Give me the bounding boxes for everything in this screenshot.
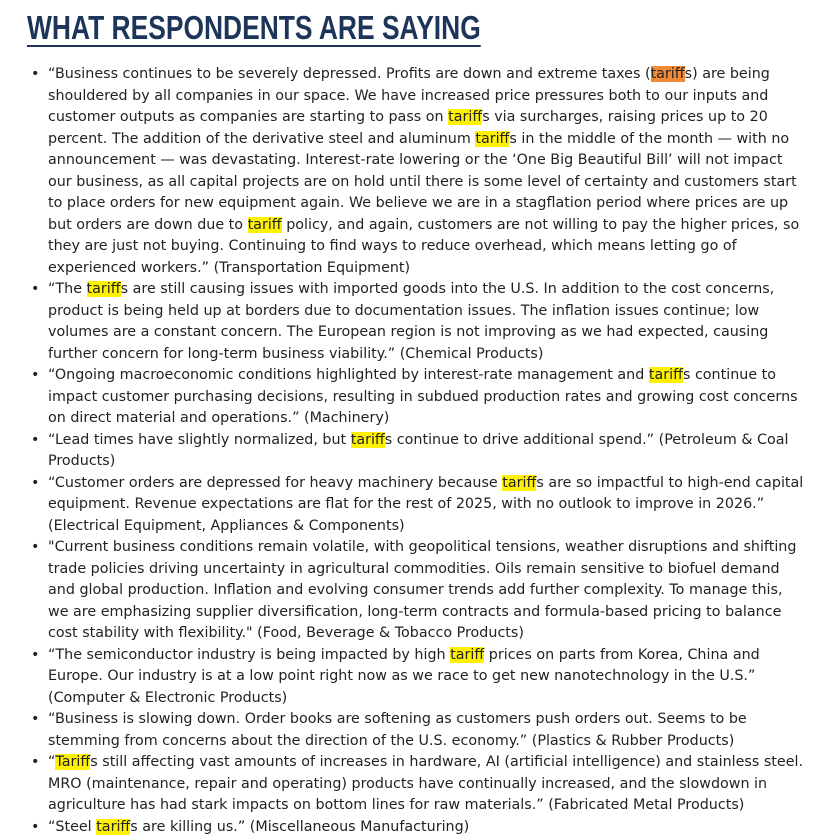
search-highlight: tariff (648, 367, 683, 383)
search-highlight: tariff (475, 130, 510, 147)
quote-text: “The (48, 281, 87, 297)
quote-text: s in the middle of the month — with no announcement — was devastating. Interest-rate lowering or the ‘One Big Beautiful Bill’ will not impact our business, as all capital projects are on hold until there is some level of certainty and customers start to place orders for new equipment again. We believe we are in a stagflation period where prices are up but orders are down due to (48, 130, 797, 233)
quote-text: s still affecting vast amounts of increases in hardware, AI (artificial intelligence) and stainless steel. MRO (maintenance, repair and operating) products have continually increased, and the slowdown in agriculture has had stark impacts on bottom lines for raw materials.” (Fabricated Metal Products) (48, 754, 804, 813)
quote-text: “Business is slowing down. Order books are softening as customers push orders out. Seems to be stemming from concerns about the direction of the U.S. economy.” (Plastics & Rubber Products) (48, 711, 747, 749)
quote-text: prices on parts from Korea, China and Europe. Our industry is at a low point right now as we race to get new nanotechnology in the U.S.” (Computer & Electronic Products) (48, 646, 760, 706)
quote-item (27, 537, 807, 645)
quote-text: s continue to impact customer purchasing decisions, resulting in subdued production rates and growing cost concerns on direct material and operations.” (Machinery) (48, 367, 798, 426)
quote-item (27, 279, 807, 365)
search-highlight: tariff (450, 646, 485, 663)
quote-text: s) are being shouldered by all companies in our space. We have increased price pressures both to our inputs and customer outputs as companies are starting to pass on (48, 66, 770, 125)
quote-text: “Customer orders are depressed for heavy machinery because (48, 474, 503, 491)
search-highlight: tariff (502, 474, 537, 491)
quote-item (27, 430, 807, 473)
quote-text: “Ongoing macroeconomic conditions highlighted by interest-rate management and (48, 367, 649, 383)
quote-text: “Lead times have slightly normalized, but (48, 431, 351, 448)
quote-text: s are killing us.” (Miscellaneous Manufacturing) (130, 818, 470, 835)
search-highlight: Tariff (55, 754, 91, 770)
quote-item (27, 709, 807, 752)
quote-text: “The semiconductor industry is being impacted by high (48, 646, 451, 663)
search-highlight: tariff (350, 431, 385, 448)
quote-text: “ (48, 754, 56, 770)
search-highlight: tariff (86, 281, 121, 297)
quote-text: policy, and again, customers are not willing to pay the higher prices, so they are just not buying. Continuing to find ways to reduce overhead, which means letting go of experienced workers.” (Transportation Equipment) (48, 216, 800, 276)
search-highlight: tariff (96, 818, 131, 835)
quote-text: "Current business conditions remain volatile, with geopolitical tensions, weather disruptions and shifting trade policies driving uncertainty in agricultural commodities. Oils remain sensitive to biofuel demand and global production. Inflation and evolving consumer trends add further complexity. To manage this, we are emphasizing supplier diversification, long-term contracts and formula-based pricing to balance cost stability with flexibility." (Food, Beverage & Tobacco Products) (48, 539, 797, 641)
quote-text: s are still causing issues with imported goods into the U.S. In addition to the cost concerns, product is being held up at borders due to documentation issues. The inflation issues continue; low volumes are a constant concern. The European region is not improving as we had expected, causing further concern for long-term business viability.” (Chemical Products) (48, 281, 775, 362)
quote-item (27, 645, 807, 710)
quote-item (27, 64, 807, 279)
respondent-quotes-list (27, 64, 807, 838)
search-highlight: tariff (247, 216, 282, 233)
quote-text: s via surcharges, raising prices up to 20 percent. The addition of the derivative steel and aluminum (48, 109, 768, 147)
section-heading: WHAT RESPONDENTS ARE SAYING (27, 9, 481, 46)
quote-item (27, 473, 807, 538)
quote-item (27, 752, 807, 817)
quote-text: s continue to drive additional spend.” (Petroleum & Coal Products) (48, 431, 789, 469)
quote-text: “Steel (48, 818, 97, 835)
search-highlight-current: tariff (650, 66, 685, 82)
quote-item (27, 365, 807, 430)
search-highlight: tariff (448, 109, 483, 125)
quote-text: s are so impactful to high-end capital equipment. Revenue expectations are flat for the rest of 2025, with no outlook to improve in 2026.” (Electrical Equipment, Appliances & Components) (48, 474, 804, 534)
quote-item (27, 817, 807, 839)
quote-text: “Business continues to be severely depressed. Profits are down and extreme taxes ( (48, 66, 651, 82)
